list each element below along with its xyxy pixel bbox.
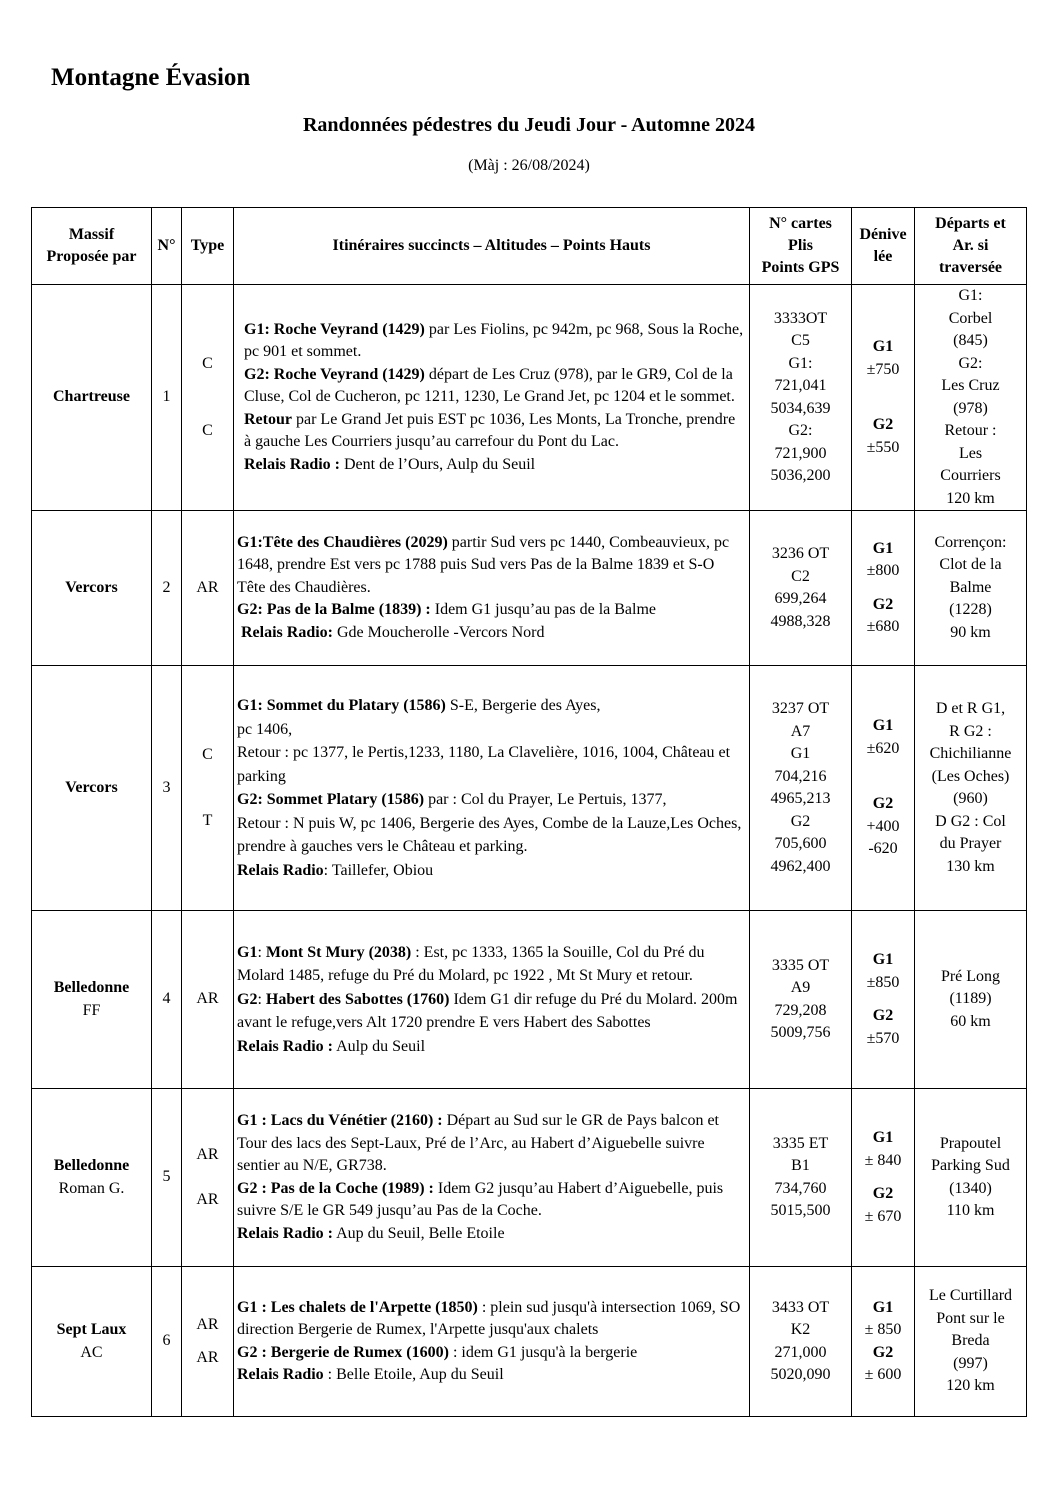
type-cell: AR	[182, 511, 234, 666]
col-itin-header: Itinéraires succincts – Altitudes – Points Hauts	[234, 208, 750, 285]
depart-cell: D et R G1, R G2 : Chichilianne (Les Oches) (960) D G2 : Col du Prayer 130 km	[915, 666, 1027, 911]
type-cell: AR AR	[182, 1089, 234, 1267]
col-depart-header: Départs et Ar. si traversée	[915, 208, 1027, 285]
table-row	[32, 1089, 1027, 1267]
header-row	[32, 208, 1027, 285]
cartes-cell: 3236 OT C2 699,264 4988,328	[750, 511, 852, 666]
hikes-table	[31, 207, 1027, 1417]
denivele-cell: G1 ±800 G2 ±680	[852, 511, 915, 666]
cartes-cell: 3335 ET B1 734,760 5015,500	[750, 1089, 852, 1267]
type-cell: C C	[182, 285, 234, 511]
depart-cell: G1: Corbel (845) G2: Les Cruz (978) Retour : Les Courriers 120 km	[915, 285, 1027, 511]
col-deniv-header: Dénive lée	[852, 208, 915, 285]
massif-cell: Chartreuse	[32, 285, 152, 511]
num-cell: 2	[152, 511, 182, 666]
denivele-cell: G1 ±850 G2 ±570	[852, 911, 915, 1089]
denivele-cell: G1 ±620 G2 +400 -620	[852, 666, 915, 911]
type-cell: AR AR	[182, 1267, 234, 1417]
num-cell: 4	[152, 911, 182, 1089]
col-type-header: Type	[182, 208, 234, 285]
org-name: Montagne Évasion	[51, 64, 251, 91]
depart-cell: Prapoutel Parking Sud (1340) 110 km	[915, 1089, 1027, 1267]
denivele-cell: G1 ± 840 G2 ± 670	[852, 1089, 915, 1267]
cartes-cell: 3333OT C5 G1: 721,041 5034,639 G2: 721,900 5036,200	[750, 285, 852, 511]
itinerary-cell: G1 : Lacs du Vénétier (2160) : Départ au Sud sur le GR de Pays balcon et Tour des lacs des Sept-Laux, Pré de l’Arc, au Habert d’Aiguebelle suivre sentier au N/E, GR738. G2 : Pas de la Coche (1989) : Idem G2 jusqu’au Habert d’Aiguebelle, puis suivre S/E le GR 549 jusqu’au Pas de la Coche. Relais Radio : Aup du Seuil, Belle Etoile	[234, 1089, 750, 1267]
itinerary-cell: G1: Sommet du Platary (1586) S-E, Bergerie des Ayes, pc 1406, Retour : pc 1377, le Pertis,1233, 1180, La Clavelière, 1016, 1004, Château et parking G2: Sommet Platary (1586) par : Col du Prayer, Le Pertuis, 1377, Retour : N puis W, pc 1406, Bergerie des Ayes, Combe de la Lauze,Les Oches, prendre à gauches vers le Château et parking. Relais Radio: Taillefer, Obiou	[234, 666, 750, 911]
table-row	[32, 666, 1027, 911]
table-row	[32, 285, 1027, 511]
cartes-cell: 3237 OT A7 G1 704,216 4965,213 G2 705,600 4962,400	[750, 666, 852, 911]
type-cell: C T	[182, 666, 234, 911]
depart-cell: Le Curtillard Pont sur le Breda (997) 120 km	[915, 1267, 1027, 1417]
update-date: (Màj : 26/08/2024)	[468, 157, 590, 174]
massif-cell: Sept Laux AC	[32, 1267, 152, 1417]
col-num-header: N°	[152, 208, 182, 285]
table-row	[32, 511, 1027, 666]
itinerary-cell: G1:Tête des Chaudières (2029) partir Sud vers pc 1440, Combeauvieux, pc 1648, prendre Est vers pc 1788 puis Sud vers Pas de la Balme 1839 et S-O Tête des Chaudières. G2: Pas de la Balme (1839) : Idem G1 jusqu’au pas de la Balme Relais Radio: Gde Moucherolle -Vercors Nord	[234, 511, 750, 666]
num-cell: 1	[152, 285, 182, 511]
depart-cell: Corrençon: Clot de la Balme (1228) 90 km	[915, 511, 1027, 666]
massif-cell: Vercors	[32, 511, 152, 666]
col-cartes-header: N° cartes Plis Points GPS	[750, 208, 852, 285]
depart-cell: Pré Long (1189) 60 km	[915, 911, 1027, 1089]
cartes-cell: 3433 OT K2 271,000 5020,090	[750, 1267, 852, 1417]
massif-cell: Belledonne Roman G.	[32, 1089, 152, 1267]
itinerary-cell: G1: Mont St Mury (2038) : Est, pc 1333, 1365 la Souille, Col du Pré du Molard 1485, refuge du Pré du Molard, pc 1922 , Mt St Mury et retour. G2: Habert des Sabottes (1760) Idem G1 dir refuge du Pré du Molard. 200m avant le refuge,vers Alt 1720 prendre E vers Habert des Sabottes Relais Radio : Aulp du Seuil	[234, 911, 750, 1089]
document-title: Randonnées pédestres du Jeudi Jour - Automne 2024	[302, 114, 756, 136]
num-cell: 5	[152, 1089, 182, 1267]
massif-cell: Belledonne FF	[32, 911, 152, 1089]
itinerary-cell: G1: Roche Veyrand (1429) par Les Fiolins, pc 942m, pc 968, Sous la Roche, pc 901 et sommet. G2: Roche Veyrand (1429) départ de Les Cruz (978), par le GR9, Col de la Cluse, Col de Cucheron, pc 1211, 1230, Le Grand Jet, pc 1204 et le sommet. Retour par Le Grand Jet puis EST pc 1036, Les Monts, La Tronche, prendre à gauche Les Courriers jusqu’au carrefour du Pont du Lac. Relais Radio : Dent de l’Ours, Aulp du Seuil	[234, 285, 750, 511]
col-massif-header: Massif Proposée par	[32, 208, 152, 285]
table-row	[32, 911, 1027, 1089]
table-row	[32, 1267, 1027, 1417]
denivele-cell: G1 ±750 G2 ±550	[852, 285, 915, 511]
num-cell: 3	[152, 666, 182, 911]
denivele-cell: G1 ± 850 G2 ± 600	[852, 1267, 915, 1417]
massif-cell: Vercors	[32, 666, 152, 911]
cartes-cell: 3335 OT A9 729,208 5009,756	[750, 911, 852, 1089]
num-cell: 6	[152, 1267, 182, 1417]
itinerary-cell: G1 : Les chalets de l'Arpette (1850) : plein sud jusqu'à intersection 1069, SO direction Bergerie de Rumex, l'Arpette jusqu'aux chalets G2 : Bergerie de Rumex (1600) : idem G1 jusqu'à la bergerie Relais Radio : Belle Etoile, Aup du Seuil	[234, 1267, 750, 1417]
type-cell: AR	[182, 911, 234, 1089]
